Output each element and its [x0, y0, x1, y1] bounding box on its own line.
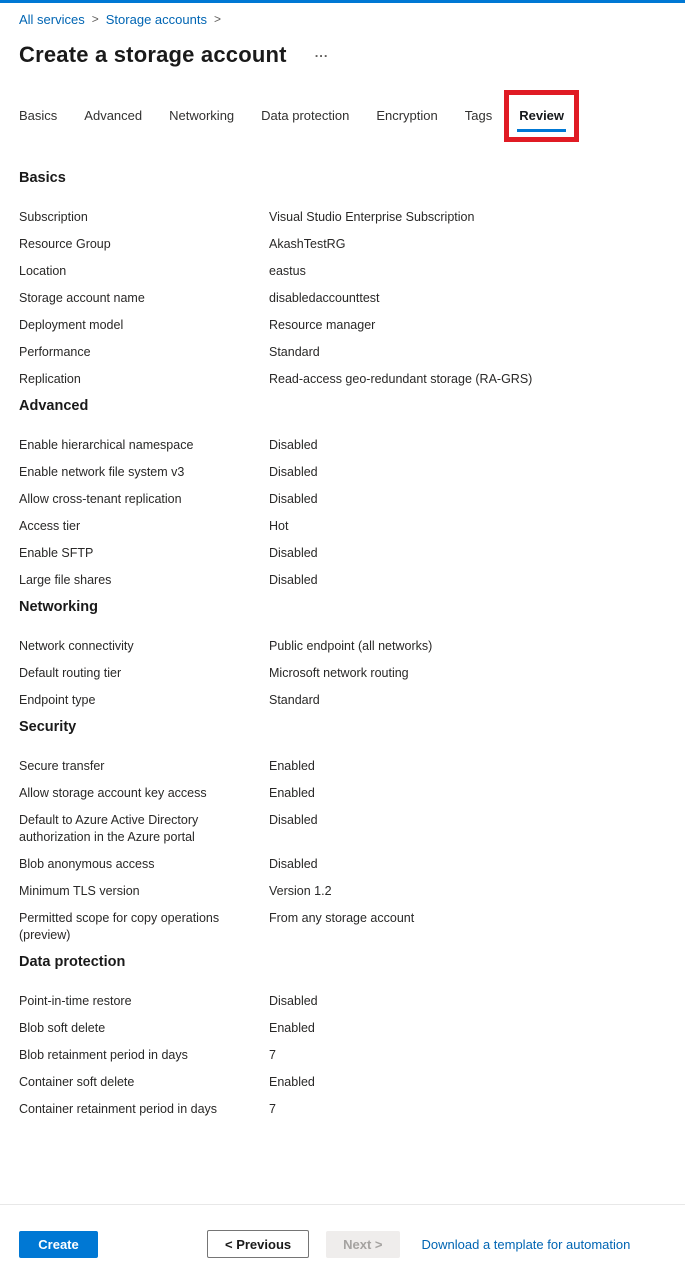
- section-title: Security: [19, 719, 77, 735]
- tab-label: Data protection: [261, 108, 350, 123]
- review-row: [19, 491, 666, 508]
- row-label: Enable hierarchical namespace: [19, 438, 194, 452]
- section-title: Basics: [19, 170, 66, 186]
- row-label: Network connectivity: [19, 639, 134, 653]
- row-value: Microsoft network routing: [269, 666, 409, 680]
- section-basics: [19, 170, 666, 388]
- row-value: Resource manager: [269, 318, 376, 332]
- review-row: [19, 883, 666, 900]
- tab-label: Basics: [19, 108, 58, 123]
- review-row: [19, 1047, 666, 1064]
- page-title: Create a storage account: [19, 42, 287, 67]
- review-row: [19, 812, 666, 846]
- review-row: [19, 437, 666, 454]
- row-value: Disabled: [269, 546, 318, 560]
- row-value: AkashTestRG: [269, 237, 346, 251]
- row-label: Storage account name: [19, 291, 145, 305]
- row-value: 7: [269, 1048, 276, 1062]
- previous-button[interactable]: < Previous: [207, 1230, 309, 1258]
- review-row: [19, 209, 666, 226]
- next-button-disabled: Next >: [326, 1231, 399, 1258]
- ellipsis-more-icon[interactable]: ...: [314, 45, 329, 60]
- review-row: [19, 1020, 666, 1037]
- section-title: Networking: [19, 599, 98, 615]
- row-value: Disabled: [269, 465, 318, 479]
- review-row: [19, 692, 666, 709]
- row-label: Enable SFTP: [19, 546, 94, 560]
- row-label: Replication: [19, 372, 81, 386]
- section-data-protection: [19, 954, 666, 1118]
- review-row: [19, 263, 666, 280]
- row-label: Location: [19, 264, 67, 278]
- review-row: [19, 290, 666, 307]
- row-value: eastus: [269, 264, 306, 278]
- row-value: Visual Studio Enterprise Subscription: [269, 210, 475, 224]
- section-title: Advanced: [19, 398, 89, 414]
- row-value: Standard: [269, 345, 320, 359]
- row-value: From any storage account: [269, 911, 415, 925]
- row-value: Disabled: [269, 813, 318, 827]
- tab-data-protection[interactable]: [261, 102, 349, 132]
- row-value: Disabled: [269, 438, 318, 452]
- tab-label: Tags: [464, 108, 493, 123]
- chevron-right-icon: >: [213, 12, 221, 26]
- review-row: [19, 344, 666, 361]
- row-value: Disabled: [269, 573, 318, 587]
- row-value: 7: [269, 1102, 276, 1116]
- tab-networking[interactable]: [169, 102, 234, 132]
- row-label: Allow cross-tenant replication: [19, 492, 182, 506]
- breadcrumb-link-all-services[interactable]: All services: [19, 12, 85, 27]
- review-row: [19, 371, 666, 388]
- create-storage-account-page: [0, 12, 685, 1118]
- review-row: [19, 464, 666, 481]
- wizard-tabs: [19, 102, 666, 132]
- review-row: [19, 545, 666, 562]
- row-value: Read-access geo-redundant storage (RA-GRS): [269, 372, 533, 386]
- row-value: Disabled: [269, 994, 318, 1008]
- review-row: [19, 1101, 666, 1118]
- row-label: Resource Group: [19, 237, 111, 251]
- breadcrumb: [19, 12, 666, 27]
- tab-label: Review: [519, 108, 565, 123]
- tab-label: Networking: [169, 108, 235, 123]
- row-label: Blob anonymous access: [19, 857, 155, 871]
- row-label: Container soft delete: [19, 1075, 135, 1089]
- row-label: Endpoint type: [19, 693, 96, 707]
- row-value: Hot: [269, 519, 289, 533]
- review-row: [19, 236, 666, 253]
- review-row: [19, 317, 666, 334]
- row-label: Allow storage account key access: [19, 786, 207, 800]
- row-label: Minimum TLS version: [19, 884, 140, 898]
- create-button[interactable]: Create: [19, 1231, 98, 1258]
- row-value: Version 1.2: [269, 884, 332, 898]
- row-value: Public endpoint (all networks): [269, 639, 433, 653]
- review-row: [19, 638, 666, 655]
- section-networking: [19, 599, 666, 709]
- review-row: [19, 518, 666, 535]
- row-label: Default routing tier: [19, 666, 122, 680]
- review-row: [19, 785, 666, 802]
- tab-label: Advanced: [84, 108, 143, 123]
- row-value: Enabled: [269, 1021, 315, 1035]
- review-row: [19, 1074, 666, 1091]
- active-tab-underline: [517, 129, 566, 132]
- row-label: Blob retainment period in days: [19, 1048, 188, 1062]
- row-label: Access tier: [19, 519, 81, 533]
- review-row: [19, 856, 666, 873]
- row-label: Large file shares: [19, 573, 112, 587]
- row-label: Subscription: [19, 210, 88, 224]
- row-value: disabledaccounttest: [269, 291, 380, 305]
- title-row: [19, 42, 666, 68]
- review-row: [19, 910, 666, 944]
- section-security: [19, 719, 666, 944]
- tab-tags[interactable]: [465, 102, 492, 132]
- download-template-link[interactable]: Download a template for automation: [421, 1236, 631, 1252]
- section-advanced: [19, 398, 666, 589]
- row-label: Container retainment period in days: [19, 1102, 218, 1116]
- azure-top-bar: [0, 0, 685, 3]
- row-label: Deployment model: [19, 318, 124, 332]
- row-label: Enable network file system v3: [19, 465, 185, 479]
- row-value: Enabled: [269, 1075, 315, 1089]
- review-row: [19, 665, 666, 682]
- tab-advanced[interactable]: [84, 102, 142, 132]
- row-label: Performance: [19, 345, 91, 359]
- tab-encryption[interactable]: [376, 102, 437, 132]
- review-row: [19, 572, 666, 589]
- row-label: Permitted scope for copy operations (preview): [19, 911, 220, 942]
- review-row: [19, 993, 666, 1010]
- row-label: Blob soft delete: [19, 1021, 106, 1035]
- tab-label: Encryption: [376, 108, 438, 123]
- row-label: Default to Azure Active Directory authorization in the Azure portal: [19, 813, 199, 844]
- wizard-footer: [0, 1204, 685, 1279]
- section-title: Data protection: [19, 954, 126, 970]
- row-value: Enabled: [269, 786, 315, 800]
- row-value: Standard: [269, 693, 320, 707]
- row-label: Point-in-time restore: [19, 994, 132, 1008]
- chevron-right-icon: >: [91, 12, 99, 26]
- tab-review[interactable]: [519, 102, 564, 132]
- row-value: Enabled: [269, 759, 315, 773]
- breadcrumb-link-storage-accounts[interactable]: Storage accounts: [105, 12, 207, 27]
- review-row: [19, 758, 666, 775]
- row-value: Disabled: [269, 857, 318, 871]
- row-value: Disabled: [269, 492, 318, 506]
- row-label: Secure transfer: [19, 759, 105, 773]
- tab-basics[interactable]: [19, 102, 57, 132]
